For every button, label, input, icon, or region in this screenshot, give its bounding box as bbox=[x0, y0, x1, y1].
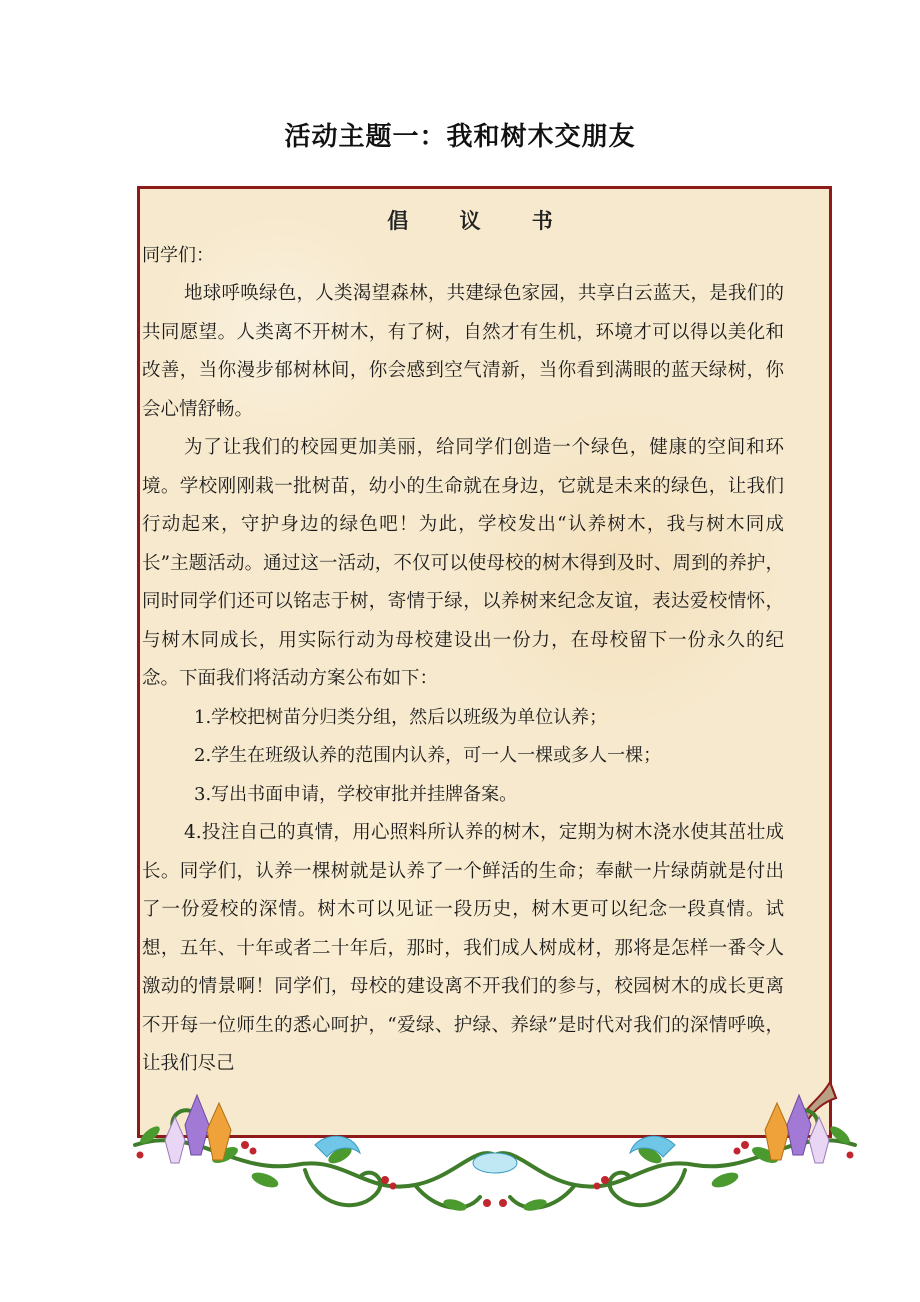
letter-greeting: 同学们： bbox=[142, 245, 214, 266]
letter-paragraph: 为了让我们的校园更加美丽，给同学们创造一个绿色，健康的空间和环境。学校刚刚栽一批树苗，幼小的生命就在身边，它就是未来的绿色，让我们行动起来，守护身边的绿色吧！为此，学校发出“认养树木，我与树木同成长”主题活动。通过这一活动，不仅可以使母校的树木得到及时、周到的养护，同时同学们还可以铭志于树，寄情于绿，以养树来纪念友谊，表达爱校情怀，与树木同成长，用实际行动为母校建设出一份力，在母校留下一份永久的纪念。下面我们将活动方案公布如下： bbox=[142, 437, 784, 689]
floral-garland-decoration bbox=[115, 1085, 875, 1235]
letter-paragraph: 地球呼唤绿色，人类渴望森林，共建绿色家园，共享白云蓝天，是我们的共同愿望。人类离不开树木，有了树，自然才有生机，环境才可以得以美化和改善，当你漫步郁树林间，你会感到空气清新，当你看到满眼的蓝天绿树，你会心情舒畅。 bbox=[142, 283, 784, 420]
plan-item: 3.写出书面申请，学校审批并挂牌备案。 bbox=[194, 783, 518, 805]
page-title: 活动主题一：我和树木交朋友 bbox=[284, 122, 636, 152]
letter-body bbox=[140, 189, 792, 1084]
berry-icon bbox=[137, 1141, 854, 1207]
plan-item: 2.学生在班级认养的范围内认养，可一人一棵或多人一棵； bbox=[194, 745, 662, 766]
closing-paragraph: 4.投注自己的真情，用心照料所认养的树木，定期为树木浇水使其茁壮成长。同学们，认养一棵树就是认养了一个鲜活的生命；奉献一片绿荫就是付出了一份爱校的深情。树木可以见证一段历史，树木更可以纪念一段真情。试想，五年、十年或者二十年后，那时，我们成人树成材，那将是怎样一番令人激动的情景啊！同学们，母校的建设离不开我们的参与，校园树木的成长更离不开每一位师生的悉心呵护，“爱绿、护绿、养绿”是时代对我们的深情呼唤，让我们尽己 bbox=[142, 822, 784, 1074]
plan-item: 1.学校把树苗分归类分组，然后以班级为单位认养； bbox=[194, 706, 608, 728]
crystal-right-icon bbox=[765, 1095, 829, 1163]
crystal-left-icon bbox=[165, 1095, 231, 1163]
letter-heading: 倡 议 书 bbox=[387, 208, 575, 233]
proposal-frame bbox=[137, 186, 832, 1138]
water-swirl-icon bbox=[315, 1136, 675, 1173]
